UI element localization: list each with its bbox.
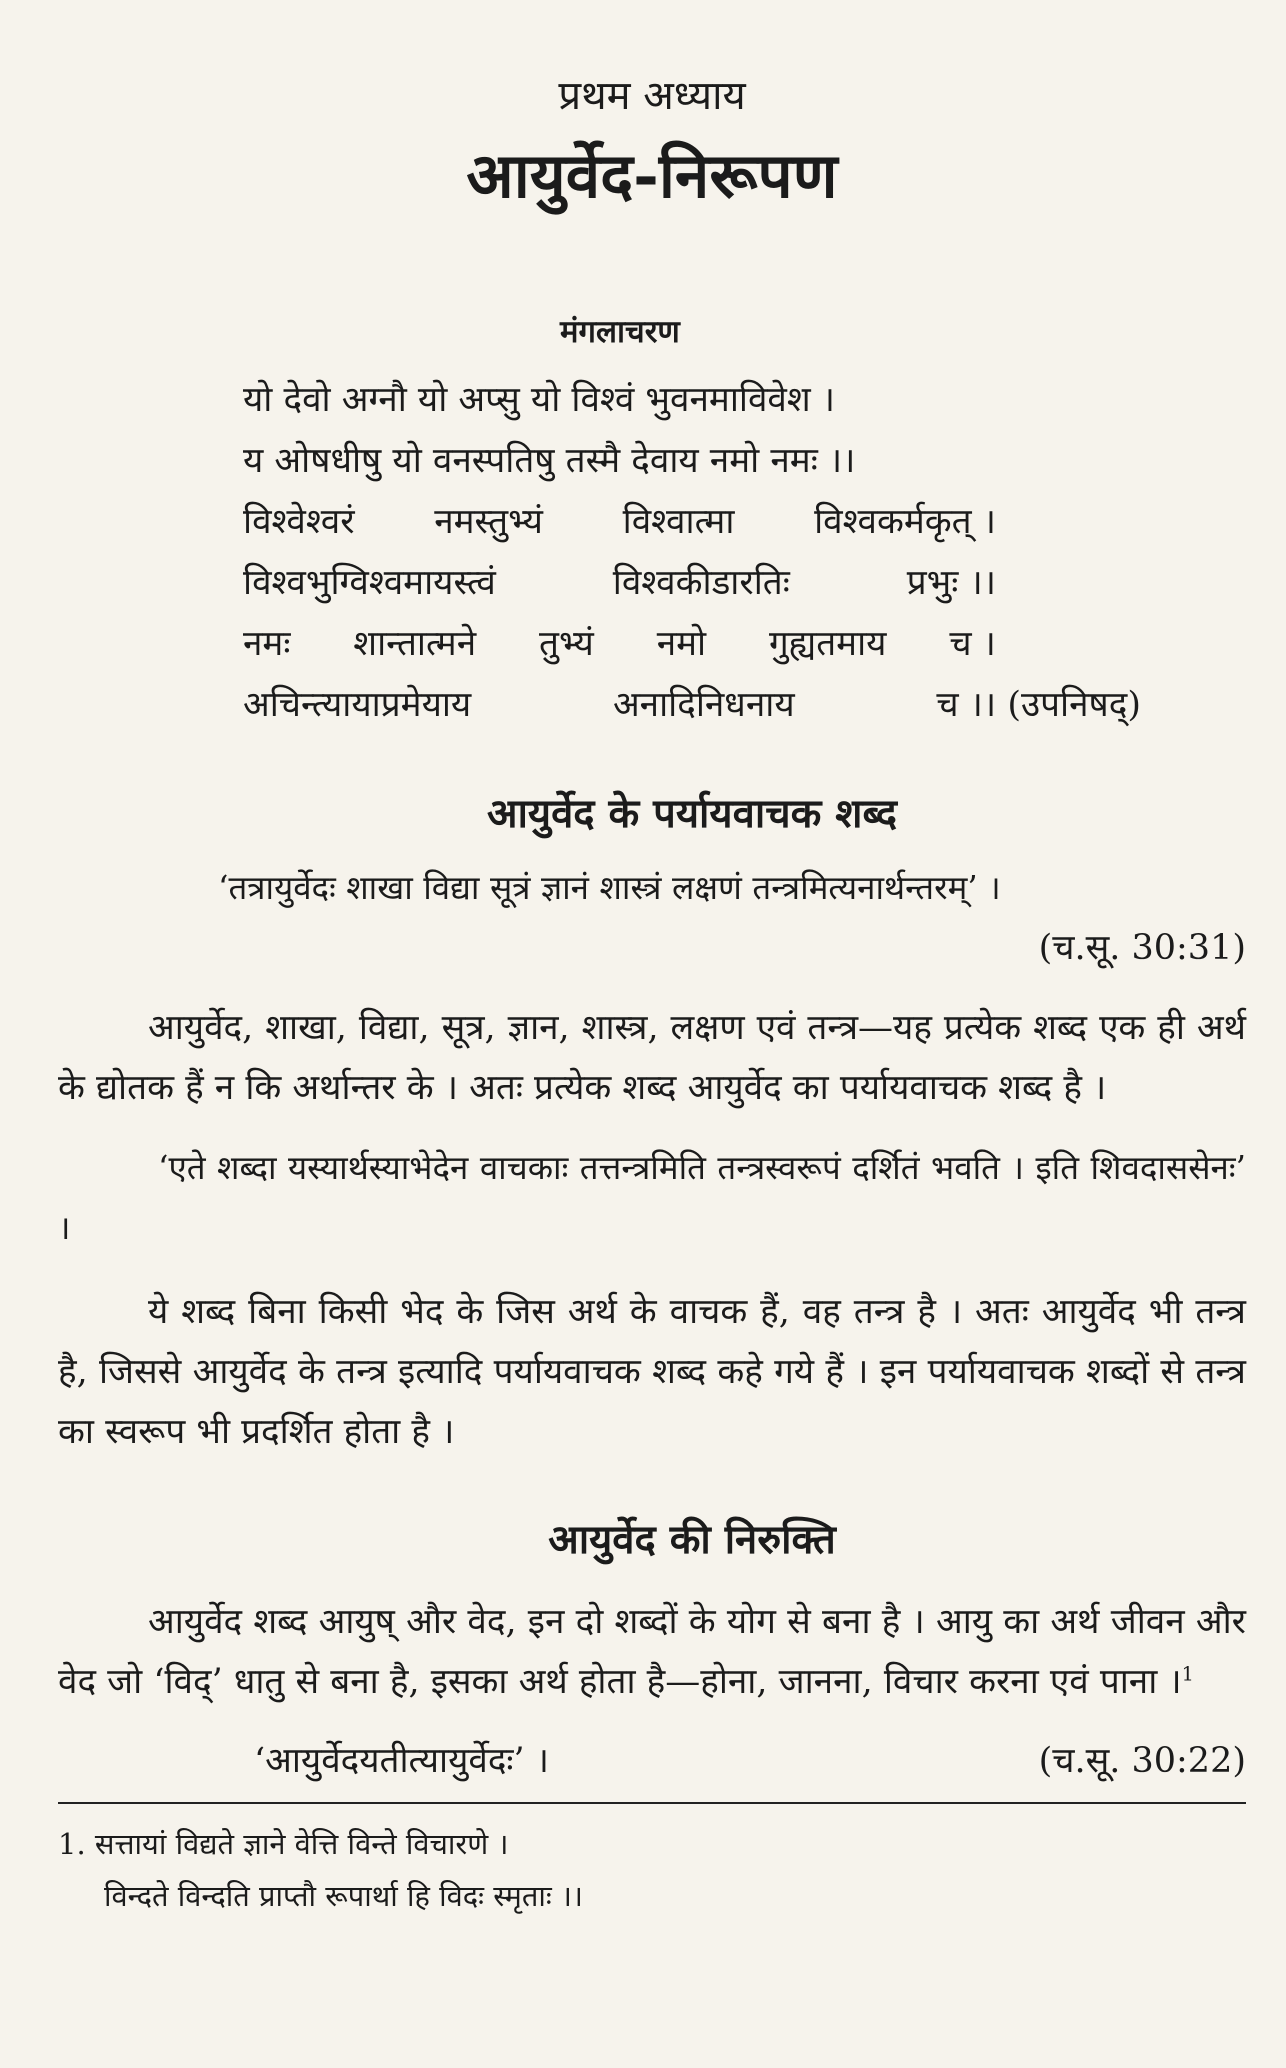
verse-line-6 <box>243 675 1141 736</box>
synonyms-paragraph-2: ‘एते शब्दा यस्यार्थस्याभेदेन वाचकाः तत्तन्त्रमिति तन्त्रस्वरूपं दर्शितं भवति । इति शिवदाससेनः’ । <box>58 1148 1246 1247</box>
verse-word: विश्वकर्मकृत् । <box>814 502 996 542</box>
etymology-quote: ‘आयुर्वेदयतीत्यायुर्वेदः’ । <box>254 1741 550 1781</box>
synonyms-paragraph-3: ये शब्द बिना किसी भेद के जिस अर्थ के वाचक हैं, वह तन्त्र है । अतः आयुर्वेद भी तन्त्र है, जिससे आयुर्वेद के तन्त्र इत्यादि पर्यायवाचक शब्द कहे गये हैं । इन पर्यायवाचक शब्दों से तन्त्र का स्वरूप भी प्रदर्शित होता है । <box>58 1292 1246 1452</box>
synonyms-quote: ‘तत्रायुर्वेदः शाखा विद्या सूत्रं ज्ञानं शास्त्रं लक्षणं तन्त्रमित्यनार्थन्तरम्’ । <box>218 868 1001 907</box>
verse-word: विश्वकीडारतिः <box>612 563 790 603</box>
verse-line-1: यो देवो अग्नौ यो अप्सु यो विश्वं भुवनमाविवेश । <box>243 380 836 420</box>
chapter-label: प्रथम अध्याय <box>558 73 746 119</box>
etymology-citation: (च.सू. 30:22) <box>1038 1741 1246 1781</box>
footnote-line-1: सत्तायां विद्यते ज्ञाने वेत्ति विन्ते विचारणे । <box>94 1827 509 1861</box>
verse-line-4 <box>243 553 996 614</box>
verse-word: अनादिनिधनाय <box>612 685 795 725</box>
etymology-quote-row <box>58 1734 1246 1788</box>
verse-word: नमः <box>243 624 291 664</box>
verse-word: विश्वभुग्विश्वमायस्त्वं <box>243 563 496 603</box>
invocation-heading: मंगलाचरण <box>560 314 680 350</box>
synonyms-heading: आयुर्वेद के पर्यायवाचक शब्द <box>486 790 898 837</box>
verse-word: तुभ्यं <box>539 624 594 664</box>
verse-word: शान्तात्मने <box>353 624 477 664</box>
verse-line-2: य ओषधीषु यो वनस्पतिषु तस्मै देवाय नमो नमः ।। <box>243 441 856 481</box>
verse-word: च ।। (उपनिषद्) <box>936 685 1141 725</box>
footnote-number: 1. <box>58 1827 86 1861</box>
etymology-text: आयुर्वेद शब्द आयुष् और वेद, इन दो शब्दों के योग से बना है । आयु का अर्थ जीवन और वेद जो ‘विद्’ धातु से बना है, इसका अर्थ होता है—होना, जानना, विचार करना एवं पाना । <box>58 1602 1246 1702</box>
etymology-paragraph <box>58 1592 1246 1712</box>
verse-word: च । <box>949 624 996 664</box>
verse-line-5 <box>243 614 996 675</box>
footnote-line-2: विन्दते विन्दति प्राप्तौ रूपार्था हि विदः स्मृताः ।। <box>104 1879 583 1913</box>
verse-word: गुह्यतमाय <box>768 624 887 664</box>
footnote-divider <box>58 1802 1246 1804</box>
verse-line-3 <box>243 492 996 553</box>
footnote <box>58 1818 1246 1922</box>
verse-word: अचिन्त्यायाप्रमेयाय <box>243 685 472 725</box>
footnote-ref[interactable]: 1 <box>1181 1662 1194 1686</box>
verse-word: विश्वेश्वरं <box>243 502 355 542</box>
synonyms-paragraph-1: आयुर्वेद, शाखा, विद्या, सूत्र, ज्ञान, शास्त्र, लक्षण एवं तन्त्र—यह प्रत्येक शब्द एक ही अर्थ के द्योतक हैं न कि अर्थान्तर के । अतः प्रत्येक शब्द आयुर्वेद का पर्यायवाचक शब्द है । <box>58 1008 1246 1108</box>
verse-word: विश्वात्मा <box>622 502 735 542</box>
etymology-heading: आयुर्वेद की निरुक्ति <box>548 1516 836 1563</box>
invocation-verse <box>58 370 1246 736</box>
synonyms-citation: (च.सू. 30:31) <box>1038 928 1246 968</box>
verse-word: प्रभुः ।। <box>906 563 996 603</box>
chapter-title: आयुर्वेद-निरूपण <box>466 139 838 212</box>
verse-word: नमस्तुभ्यं <box>434 502 543 542</box>
verse-word: नमो <box>656 624 707 664</box>
